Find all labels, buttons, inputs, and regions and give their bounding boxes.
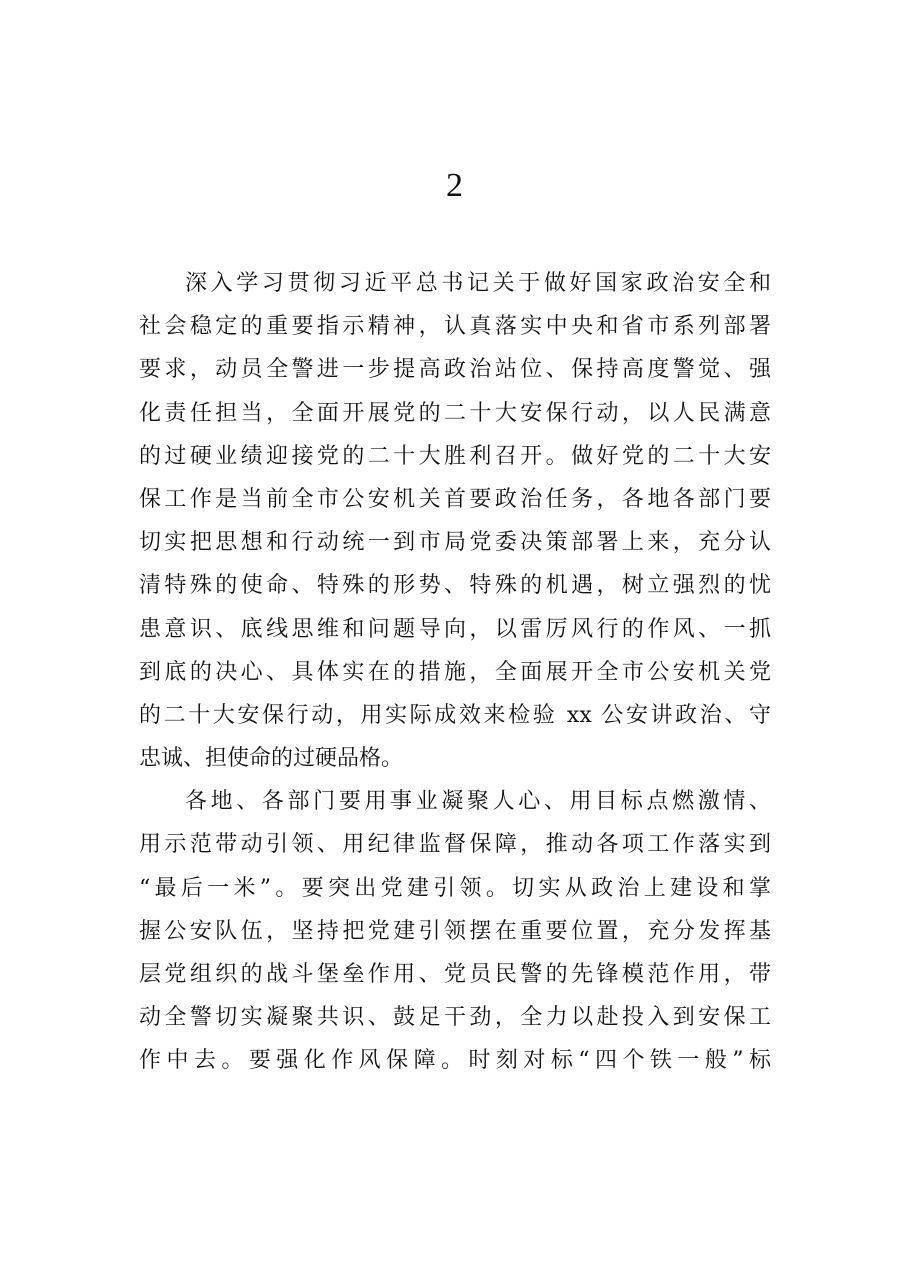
text-line: 的二十大安保行动，用实际成效来检验 xx 公安讲政治、守 bbox=[139, 702, 771, 728]
text-line: 动全警切实凝聚共识、鼓足干劲，全力以赴投入到安保工 bbox=[139, 1005, 771, 1031]
text-line: 社会稳定的重要指示精神，认真落实中央和省市系列部署 bbox=[139, 314, 771, 340]
paragraph-1 bbox=[139, 262, 771, 780]
text-line: 切实把思想和行动统一到市局党委决策部署上来，充分认 bbox=[139, 530, 771, 556]
paragraph-2 bbox=[139, 780, 771, 1082]
page-number: 2 bbox=[446, 167, 463, 204]
text-line: 握公安队伍，坚持把党建引领摆在重要位置，充分发挥基 bbox=[139, 918, 771, 944]
text-line: 患意识、底线思维和问题导向，以雷厉风行的作风、一抓 bbox=[139, 616, 771, 642]
text-line: 保工作是当前全市公安机关首要政治任务，各地各部门要 bbox=[139, 486, 771, 512]
text-line: 层党组织的战斗堡垒作用、党员民警的先锋模范作用，带 bbox=[139, 962, 771, 987]
text-line: 的过硬业绩迎接党的二十大胜利召开。做好党的二十大安 bbox=[139, 443, 771, 469]
body-text bbox=[139, 262, 771, 1083]
text-line: “最后一米”。要突出党建引领。切实从政治上建设和掌 bbox=[139, 875, 771, 901]
text-line: 用示范带动引领、用纪律监督保障，推动各项工作落实到 bbox=[139, 832, 771, 858]
text-line: 要求，动员全警进一步提高政治站位、保持高度警觉、强 bbox=[139, 357, 771, 383]
text-line: 深入学习贯彻习近平总书记关于做好国家政治安全和 bbox=[185, 271, 771, 296]
text-line: 化责任担当，全面开展党的二十大安保行动，以人民满意 bbox=[139, 400, 771, 426]
text-line: 作中去。要强化作风保障。时刻对标“四个铁一般”标 bbox=[139, 1048, 771, 1074]
text-line: 各地、各部门要用事业凝聚人心、用目标点燃激情、 bbox=[185, 789, 771, 815]
text-line: 到底的决心、具体实在的措施，全面展开全市公安机关党 bbox=[139, 659, 771, 685]
text-line: 忠诚、担使命的过硬品格。 bbox=[139, 746, 404, 772]
text-line: 清特殊的使命、特殊的形势、特殊的机遇，树立强烈的忧 bbox=[139, 573, 771, 599]
